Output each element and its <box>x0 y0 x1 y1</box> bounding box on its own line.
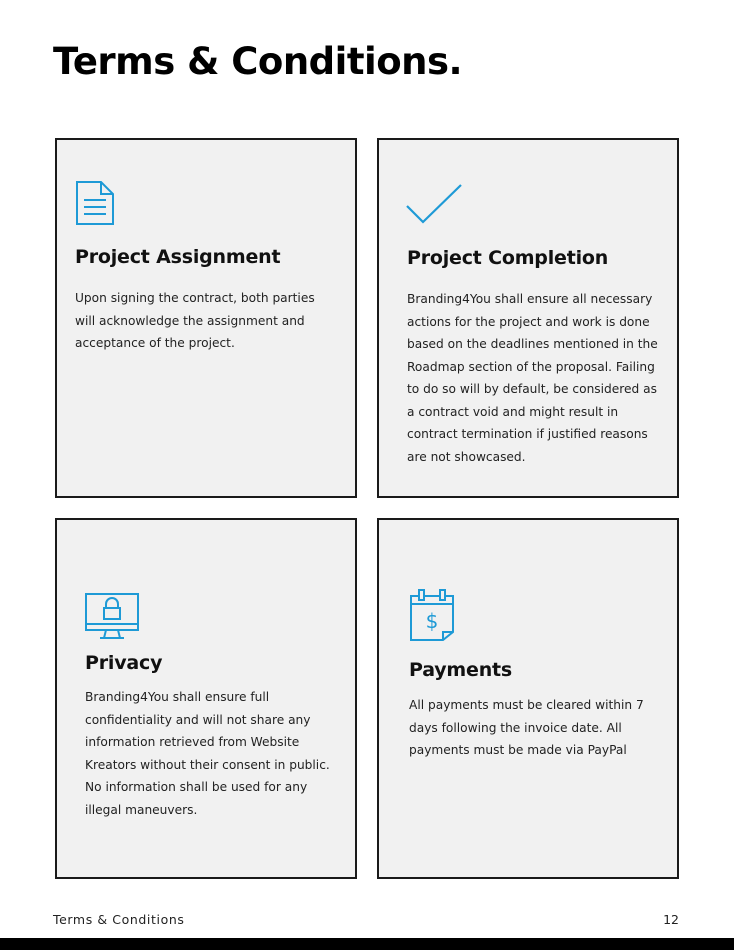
page-number: 12 <box>663 912 679 927</box>
card-title: Project Completion <box>407 247 609 269</box>
bottom-bar <box>0 938 734 950</box>
card-title: Payments <box>409 659 513 681</box>
card-title: Privacy <box>85 652 163 674</box>
card-project-completion <box>377 138 679 498</box>
card-body: All payments must be cleared within 7 days following the invoice date. All payments must be made via PayPal <box>409 698 644 757</box>
monitor-lock-icon <box>84 592 140 642</box>
card-body: Upon signing the contract, both parties will acknowledge the assignment and acceptance of the project. <box>75 291 315 350</box>
card-title: Project Assignment <box>75 246 281 268</box>
svg-text:$: $ <box>425 609 439 633</box>
checkmark-icon <box>405 182 463 226</box>
page-title: Terms & Conditions. <box>53 40 463 83</box>
card-body: Branding4You shall ensure full confidentiality and will not share any information retrieved from Website Kreators without their consent in public. No information shall be used for any illegal maneuvers. <box>85 690 330 817</box>
card-privacy <box>55 518 357 879</box>
card-payments <box>377 518 679 879</box>
card-project-assignment <box>55 138 357 498</box>
calendar-dollar-icon <box>409 588 455 642</box>
card-body: Branding4You shall ensure all necessary actions for the project and work is done based on the deadlines mentioned in the Roadmap section of the proposal. Failing to do so will by default, be considered as a contract void and might result in contract termination if justified reasons are not showcased. <box>407 292 658 464</box>
document-icon <box>75 180 115 226</box>
footer-label: Terms & Conditions <box>53 912 185 927</box>
